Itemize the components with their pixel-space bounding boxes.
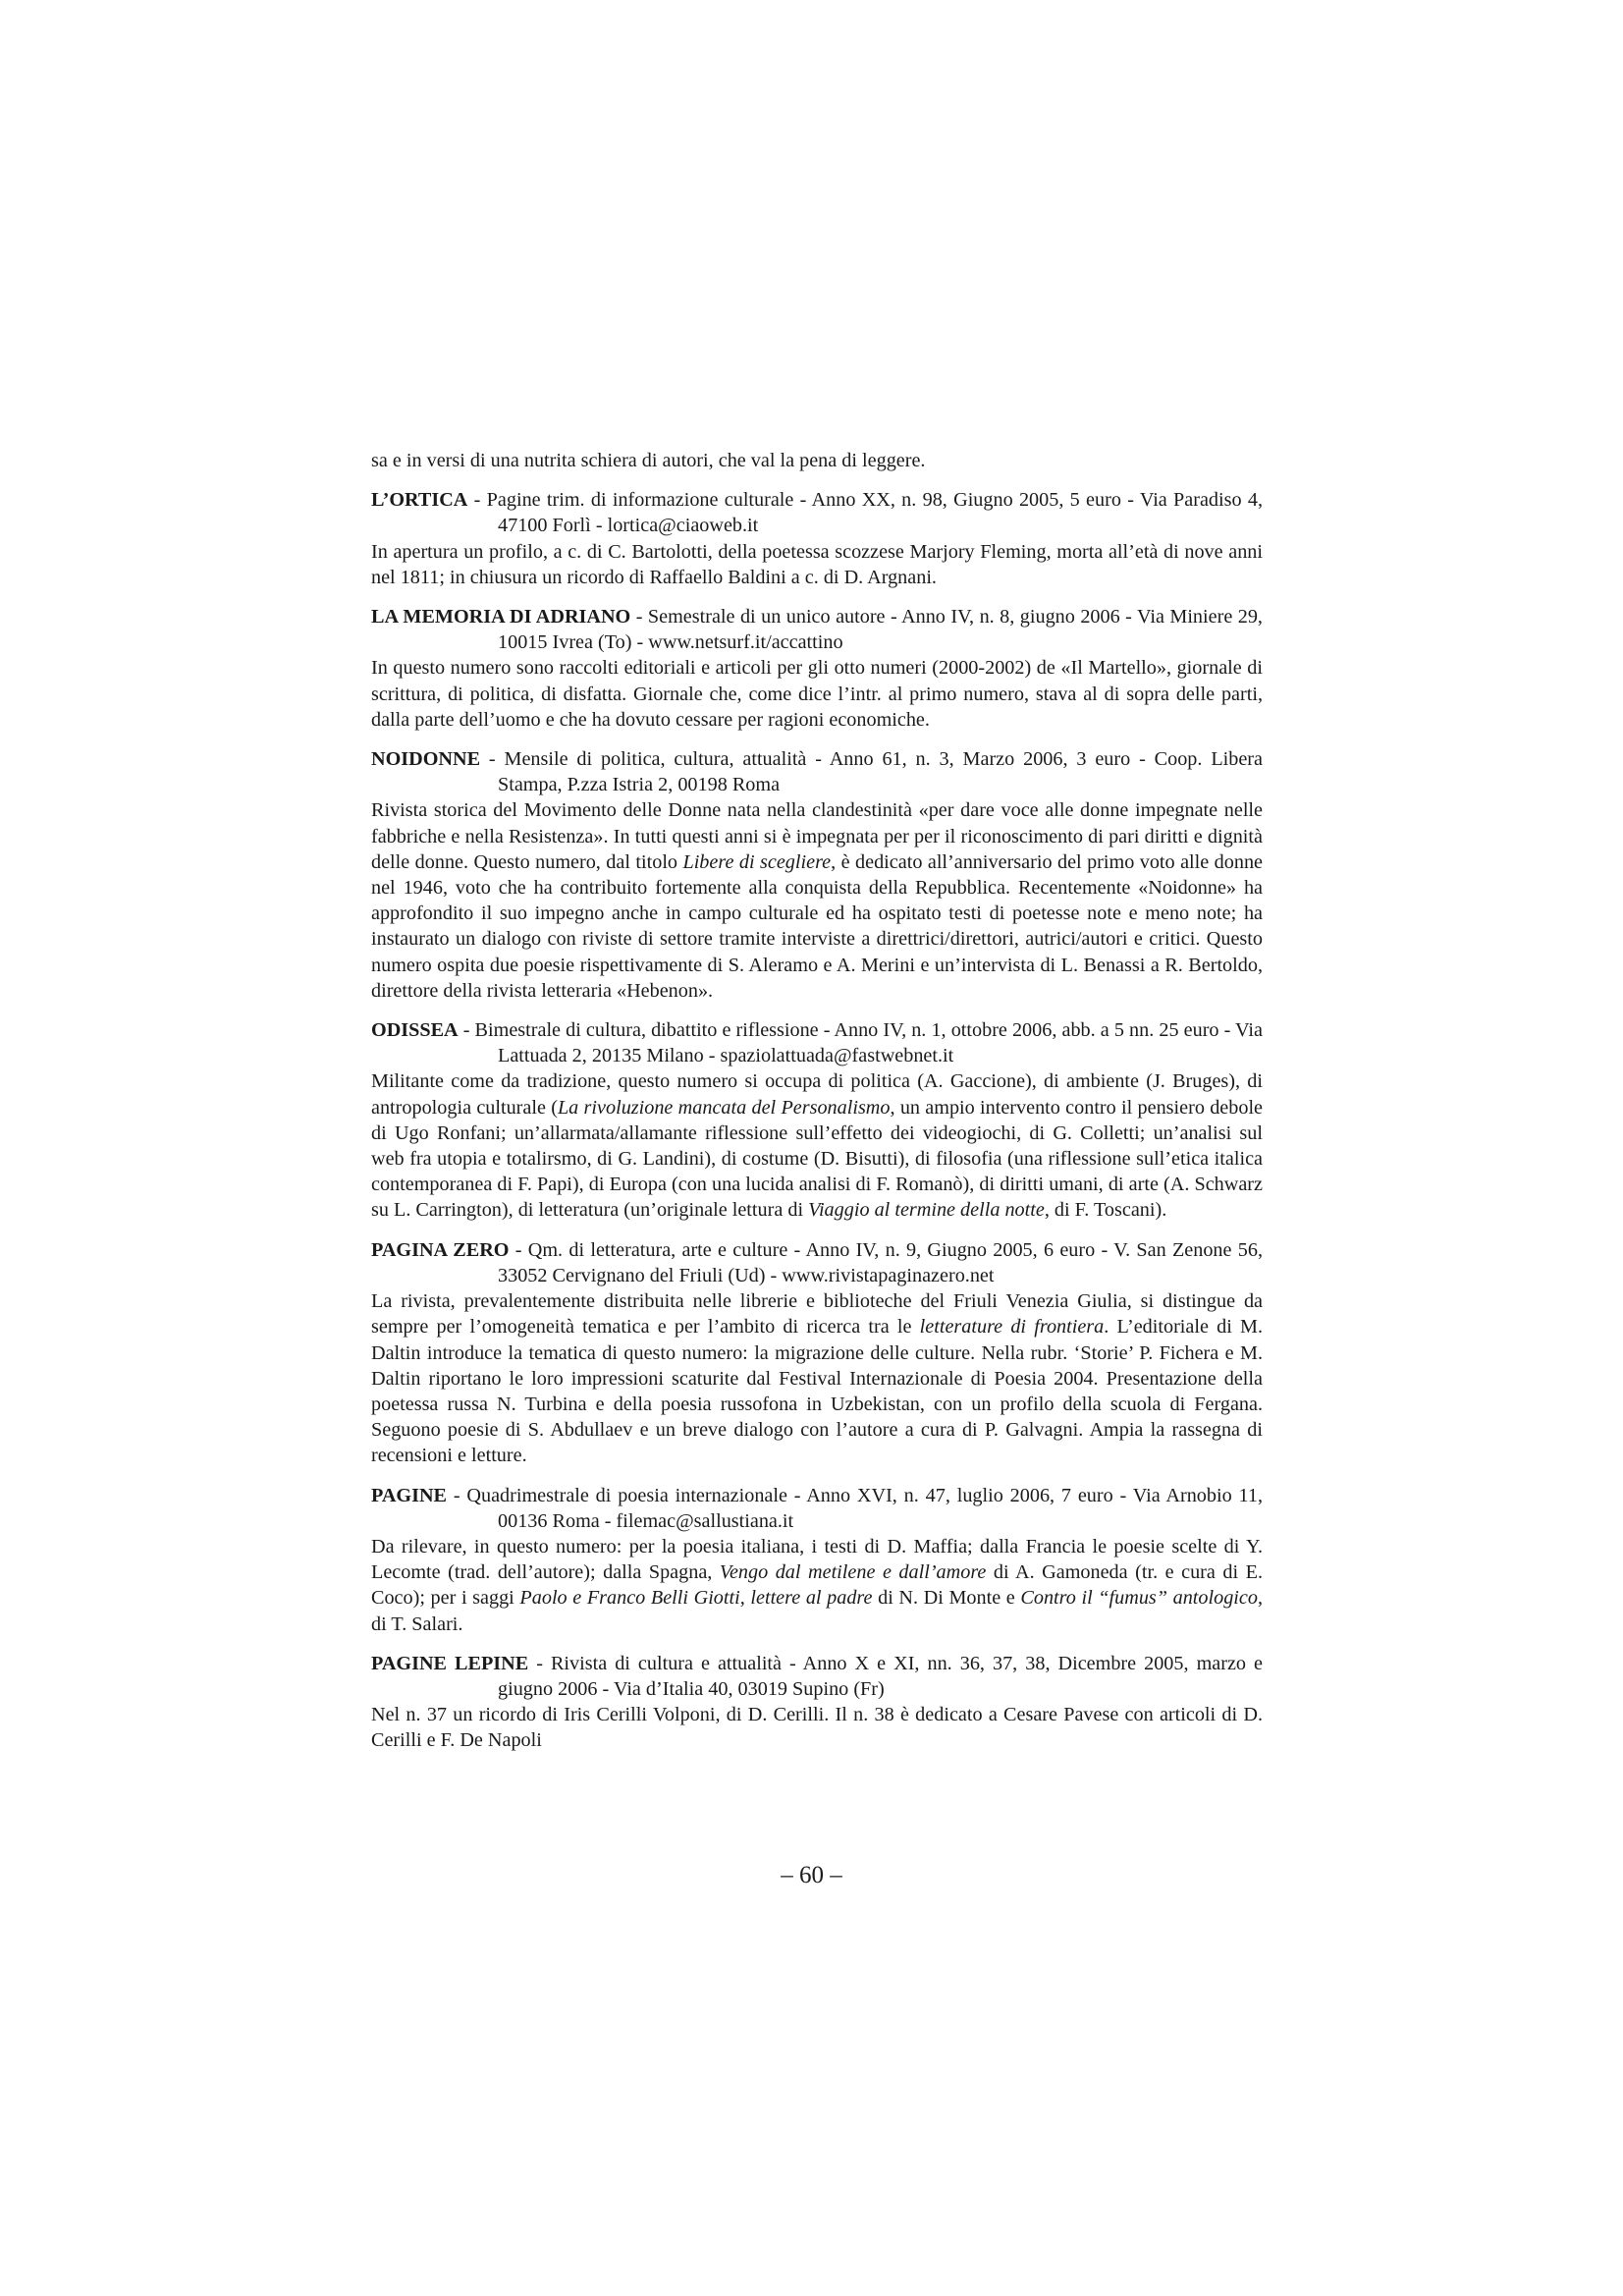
intro-text: sa e in versi di una nutrita schiera di autori, che val la pena di leggere. [371, 450, 926, 471]
description-text: , un ampio intervento contro il pensiero debole di Ugo Ronfani; un’allarmata/allamante riflessione sull’effetto dei videogiochi, di G. Colletti; un’analisi sul web fra utopia e totalirsmo, di G. Landini), di costume (D. Bisutti), di filosofia (una riflessione sull’etica italica contemporanea di F. Papi), di Europa (con una lucida analisi di F. Romanò), di diritti umani, di arte (A. Schwarz su L. Carrington), di letteratura (un’originale lettura di [371, 1096, 1264, 1222]
entry-heading [371, 746, 1263, 797]
entry-title: NOIDONNE [371, 748, 481, 771]
entry-details: - Mensile di politica, cultura, attualità - Anno 61, n. 3, Marzo 2006, 3 euro - Coop. Libera Stampa, P.zza Istria 2, 00198 Roma [480, 748, 1263, 796]
italic-title: Libere di scegliere [682, 850, 832, 873]
description-text: Nel n. 37 un ricordo di Iris Cerilli Volponi, di D. Cerilli. Il n. 38 è dedicato a Cesare Pavese con articoli di D. Cerilli e F. De Napoli [371, 1704, 1263, 1752]
description-text: , di F. Toscani). [1044, 1199, 1167, 1222]
journal-entry [371, 1237, 1263, 1469]
entry-description [371, 797, 1263, 1004]
description-text: Rivista storica del Movimento delle Donne nata nella clandestinità «per dare voce alle donne impegnate nelle fabbriche e nella Resistenza». In tutti questi anni si è impegnata per per il riconoscimento di pari diritti e dignità delle donne. Questo numero, dal titolo [371, 799, 1263, 873]
description-text: , di T. Salari. [371, 1587, 1264, 1635]
italic-title: La rivoluzione mancata del Personalismo [557, 1096, 891, 1119]
entry-description [371, 655, 1263, 733]
italic-title: Contro il “fumus” antologico [1020, 1587, 1258, 1610]
entry-description [371, 1288, 1263, 1468]
description-text: In apertura un profilo, a c. di C. Bartolotti, della poetessa scozzese Marjory Fleming, morta all’età di nove anni nel 1811; in chiusura un ricordo di Raffaello Baldini a c. di D. Argnani. [371, 540, 1263, 588]
entry-details: - Bimestrale di cultura, dibattito e riflessione - Anno IV, n. 1, ottobre 2006, abb. a 5 nn. 25 euro - Via Lattuada 2, 20135 Milano - spaziolattuada@fastwebnet.it [458, 1019, 1263, 1067]
entry-title: L’ORTICA [371, 489, 468, 512]
description-text: di N. Di Monte e [872, 1587, 1021, 1610]
page-number: – 60 – [781, 1862, 842, 1888]
entry-title: ODISSEA [371, 1019, 459, 1042]
entry-heading [371, 1017, 1263, 1068]
entry-heading [371, 1651, 1263, 1702]
entry-description [371, 1702, 1263, 1753]
entry-details: - Pagine trim. di informazione culturale - Anno XX, n. 98, Giugno 2005, 5 euro - Via Paradiso 4, 47100 Forlì - lortica@ciaoweb.it [467, 489, 1263, 537]
journal-entry [371, 1017, 1263, 1224]
description-text: , è dedicato all’anniversario del primo voto alle donne nel 1946, voto che ha contribuito fortemente alla conquista della Repubblica. Recentemente «Noidonne» ha approfondito il suo impegno anche in campo culturale ed ha ospitato testi di poetesse note e meno note; ha instaurato un dialogo con riviste di settore tramite interviste a direttrici/direttori, autrici/autori e critici. Questo numero ospita due poesie rispettivamente di S. Aleramo e A. Merini e un’intervista di L. Benassi a R. Bertoldo, direttore della rivista letteraria «Hebenon». [371, 850, 1263, 1002]
entry-details: - Rivista di cultura e attualità - Anno X e XI, nn. 36, 37, 38, Dicembre 2005, marzo e giugno 2006 - Via d’Italia 40, 03019 Supino (Fr) [498, 1652, 1263, 1700]
entry-details: - Qm. di letteratura, arte e culture - Anno IV, n. 9, Giugno 2005, 6 euro - V. San Zenone 56, 33052 Cervignano del Friuli (Ud) - www.rivistapaginazero.net [498, 1238, 1263, 1286]
description-text: Da rilevare, in questo numero: per la poesia italiana, i testi di D. Maffia; dalla Francia le poesie scelte di Y. Lecomte (trad. dell’autore); dalla Spagna, [371, 1535, 1263, 1584]
description-text: di A. Gamoneda (tr. e cura di E. Coco); per i saggi [371, 1561, 1263, 1610]
description-text: La rivista, prevalentemente distribuita nelle librerie e biblioteche del Friuli Venezia Giulia, si distingue da sempre per l’omogeneità tematica e per l’ambito di ricerca tra le [371, 1290, 1263, 1339]
entry-title: PAGINE [371, 1484, 448, 1506]
entry-heading [371, 1237, 1263, 1288]
description-text: In questo numero sono raccolti editoriali e articoli per gli otto numeri (2000-2002) de «Il Martello», giornale di scrittura, di politica, di disfatta. Giornale che, come dice l’intr. al primo numero, stava al di sopra delle parti, dalla parte dell’uomo e che ha dovuto cessare per ragioni economiche. [371, 657, 1263, 731]
entry-heading [371, 1483, 1263, 1534]
journal-entry [371, 746, 1263, 1004]
entry-title: PAGINA ZERO [371, 1238, 510, 1261]
entry-description [371, 539, 1263, 590]
entry-title: LA MEMORIA DI ADRIANO [371, 606, 631, 629]
italic-title: Viaggio al termine della notte [808, 1199, 1045, 1222]
journal-entry [371, 1651, 1263, 1754]
description-text: Militante come da tradizione, questo numero si occupa di politica (A. Gaccione), di ambiente (J. Bruges), di antropologia culturale ( [371, 1070, 1263, 1119]
italic-title: letterature di frontiera [919, 1316, 1105, 1339]
entries-list [371, 487, 1263, 1753]
entry-description [371, 1534, 1263, 1637]
page-content [371, 448, 1263, 1754]
journal-entry [371, 487, 1263, 590]
entry-heading [371, 487, 1263, 538]
entry-details: - Semestrale di un unico autore - Anno IV, n. 8, giugno 2006 - Via Miniere 29, 10015 Ivrea (To) - www.netsurf.it/accattino [498, 606, 1263, 654]
entry-title: PAGINE LEPINE [371, 1652, 529, 1674]
journal-entry [371, 604, 1263, 733]
italic-title: Paolo e Franco Belli Giotti, lettere al padre [519, 1587, 873, 1610]
entry-heading [371, 604, 1263, 655]
journal-entry [371, 1483, 1263, 1637]
description-text: . L’editoriale di M. Daltin introduce la tematica di questo numero: la migrazione delle culture. Nella rubr. ‘Storie’ P. Fichera e M. Daltin riportano le loro impressioni scaturite dal Festival Internazionale di Poesia 2004. Presentazione della poetessa russa N. Turbina e della poesia russofona in Uzbekistan, con un profilo della scuola di Fergana. Seguono poesie di S. Abdullaev e un breve dialogo con l’autore a cura di P. Galvagni. Ampia la rassegna di recensioni e letture. [371, 1316, 1264, 1467]
entry-details: - Quadrimestrale di poesia internazionale - Anno XVI, n. 47, luglio 2006, 7 euro - Via Arnobio 11, 00136 Roma - filemac@sallustiana.it [447, 1484, 1263, 1532]
entry-description [371, 1068, 1263, 1223]
italic-title: Vengo dal metilene e dall’amore [719, 1561, 987, 1584]
